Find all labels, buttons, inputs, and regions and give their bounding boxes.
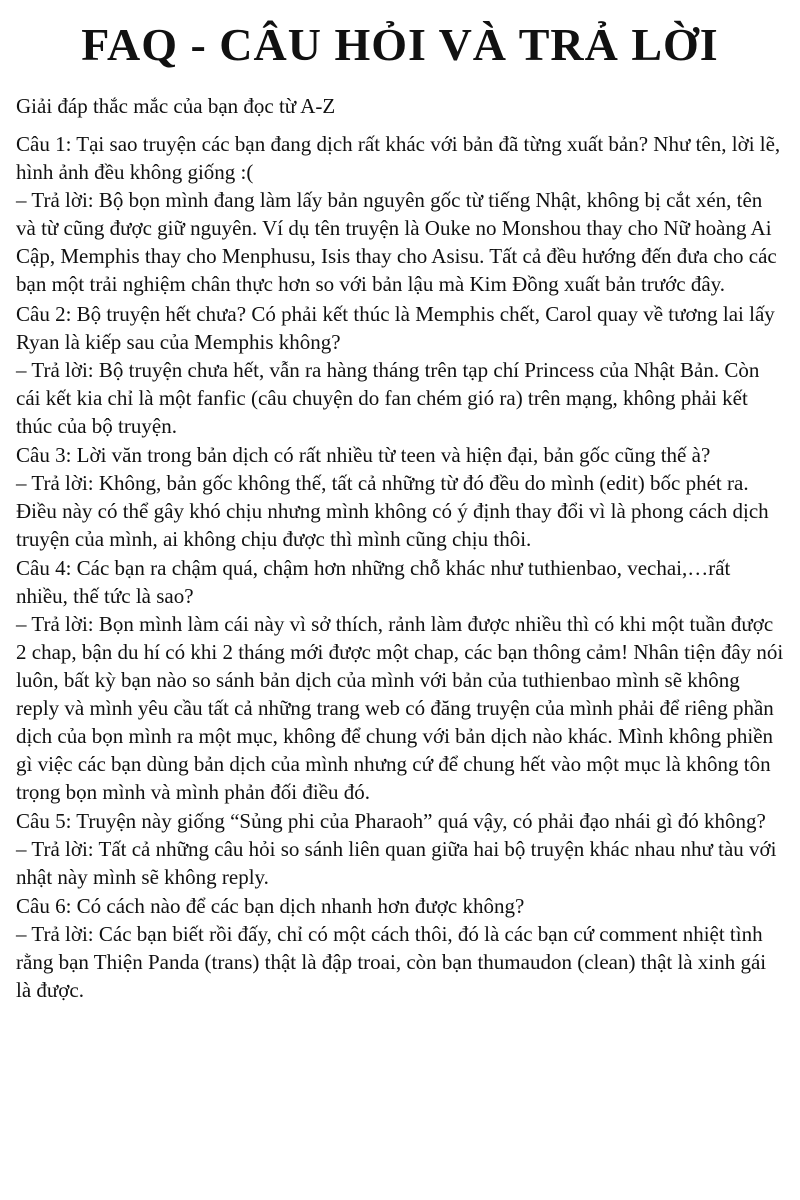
faq-item [16,130,784,298]
faq-answer: – Trả lời: Bọn mình làm cái này vì sở thích, rảnh làm được nhiều thì có khi một tuần được 2 chap, bận du hí có khi 2 tháng mới được một chap, các bạn thông cảm! Nhân tiện đây nói luôn, bất kỳ bạn nào so sánh bản dịch của mình với bản của tuthienbao mình sẽ không reply và mình yêu cầu tất cả những trang web có đăng truyện của mình phải để riêng phần dịch của bọn mình ra một mục, không để chung với bản dịch nào khác. Mình không phiền gì việc các bạn dùng bản dịch của mình nhưng cứ để chung hết vào một mục là không tôn trọng bọn mình và mình phản đối điều đó. [16,611,784,805]
faq-question: Câu 4: Các bạn ra chậm quá, chậm hơn những chỗ khác như tuthienbao, vechai,…rất nhiều, thế tức là sao? [16,555,731,608]
faq-question: Câu 6: Có cách nào để các bạn dịch nhanh hơn được không? [16,894,525,919]
faq-answer: – Trả lời: Tất cả những câu hỏi so sánh liên quan giữa hai bộ truyện khác nhau như tàu với nhật này mình sẽ không reply. [16,837,777,890]
faq-question: Câu 1: Tại sao truyện các bạn đang dịch rất khác với bản đã từng xuất bản? Như tên, lời lẽ, hình ảnh đều không giống :( [16,132,781,185]
faq-item [16,807,784,891]
faq-answer: – Trả lời: Bộ bọn mình đang làm lấy bản nguyên gốc từ tiếng Nhật, không bị cắt xén, tên và từ cũng được giữ nguyên. Ví dụ tên truyện là Ouke no Monshou thay cho Nữ hoàng Ai Cập, Memphis thay cho Menphusu, Isis thay cho Asisu. Tất cả đều hướng đến đưa cho các bạn một trải nghiệm chân thực hơn so với bản lậu mà Kim Đồng xuất bản trước đây. [16,188,777,297]
faq-question: Câu 5: Truyện này giống “Sủng phi của Pharaoh” quá vậy, có phải đạo nhái gì đó không? [16,809,766,834]
faq-item [16,554,784,806]
faq-answer: – Trả lời: Các bạn biết rồi đấy, chỉ có một cách thôi, đó là các bạn cứ comment nhiệt tình rằng bạn Thiện Panda (trans) thật là đập troai, còn bạn thumaudon (clean) thật là xinh gái là được. [16,922,767,1003]
page-subtitle: Giải đáp thắc mắc của bạn đọc từ A-Z [16,93,336,118]
faq-answer: – Trả lời: Bộ truyện chưa hết, vẫn ra hàng tháng trên tạp chí Princess của Nhật Bản. Còn cái kết kia chỉ là một fanfic (câu chuyện do fan chém gió ra) trên mạng, không phải kết thúc của bộ truyện. [16,357,760,438]
faq-question: Câu 3: Lời văn trong bản dịch có rất nhiều từ teen và hiện đại, bản gốc cũng thế à? [16,442,711,467]
faq-item [16,892,784,1004]
faq-item [16,441,784,553]
page-title: FAQ - CÂU HỎI VÀ TRẢ LỜI [81,19,719,70]
faq-item [16,300,784,440]
faq-question: Câu 2: Bộ truyện hết chưa? Có phải kết thúc là Memphis chết, Carol quay về tương lai lấy Ryan là kiếp sau của Memphis không? [16,301,775,354]
faq-answer: – Trả lời: Không, bản gốc không thế, tất cả những từ đó đều do mình (edit) bốc phét ra. Điều này có thể gây khó chịu nhưng mình không có ý định thay đổi vì là phong cách dịch truyện của mình, ai không chịu được thì mình cũng chịu thôi. [16,470,769,551]
